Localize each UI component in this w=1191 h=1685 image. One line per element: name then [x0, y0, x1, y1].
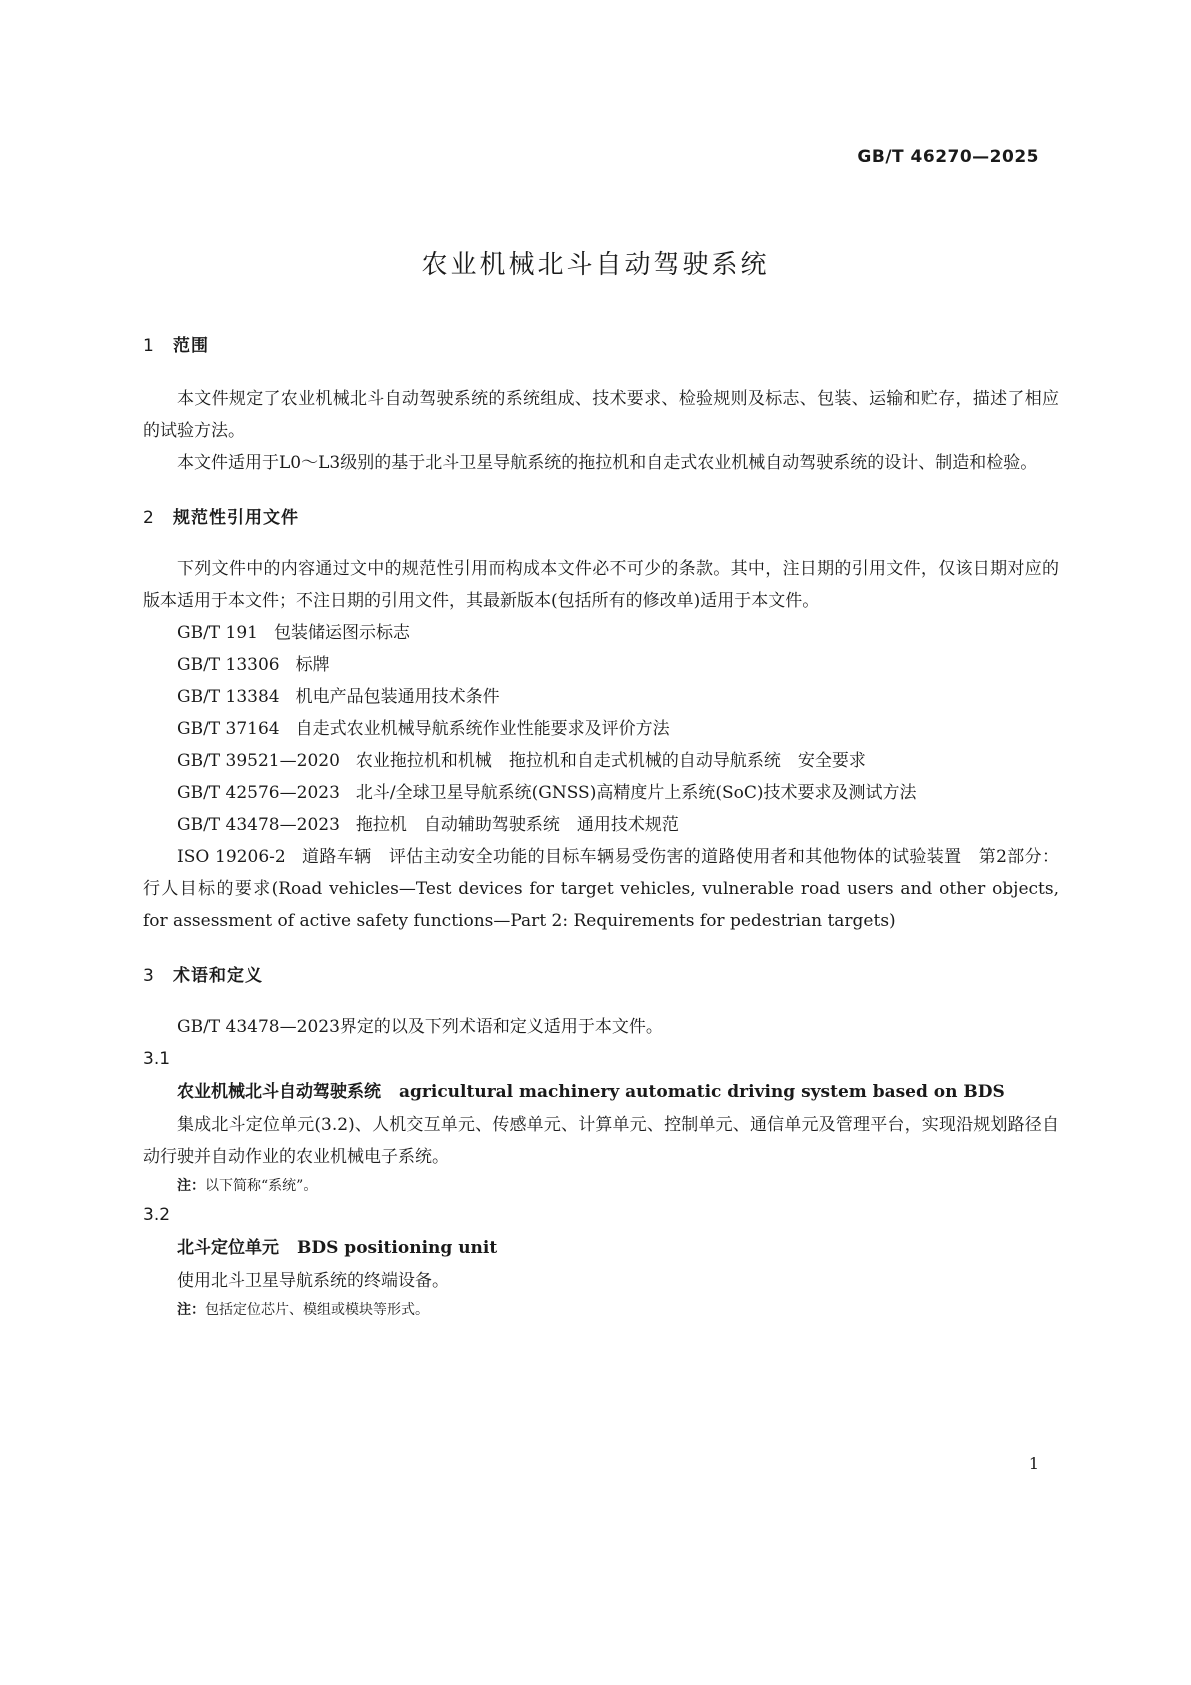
term-number: 3.2 — [143, 1205, 171, 1225]
section-title: 规范性引用文件 — [173, 508, 299, 528]
term-name — [143, 1231, 1059, 1265]
paragraph: GB/T 43478—2023界定的以及下列术语和定义适用于本文件。 — [177, 1017, 663, 1037]
term-note — [143, 1297, 1059, 1323]
reference-title: 包装储运图示标志 — [274, 623, 410, 643]
term-name-en: BDS positioning unit — [297, 1238, 498, 1258]
reference-code: GB/T 39521—2020 — [177, 751, 340, 771]
reference-title: 北斗/全球卫星导航系统(GNSS)高精度片上系统(SoC)技术要求及测试方法 — [355, 783, 917, 803]
reference-item — [143, 681, 1059, 713]
note-text: 以下简称“系统”。 — [205, 1178, 318, 1194]
reference-code: GB/T 42576—2023 — [177, 783, 340, 803]
reference-code: GB/T 43478—2023 — [177, 815, 340, 835]
paragraph: 本文件规定了农业机械北斗自动驾驶系统的系统组成、技术要求、检验规则及标志、包装、运输和贮存，描述了相应的试验方法。 — [143, 389, 1059, 441]
reference-item — [143, 841, 1059, 937]
note-text: 包括定位芯片、模组或模块等形式。 — [205, 1302, 429, 1318]
section-number: 2 — [143, 508, 155, 528]
reference-item — [143, 777, 1059, 809]
reference-title: 农业拖拉机和机械 拖拉机和自走式机械的自动导航系统 安全要求 — [355, 751, 866, 771]
section-heading-scope — [143, 333, 1059, 359]
reference-title: 道路车辆 评估主动安全功能的目标车辆易受伤害的道路使用者和其他物体的试验装置 第2部分：行人目标的要求(Road vehicles—Test devices for target vehicles, vulnerable road users and other objects, for assessment of active safety functions—Part 2: Requirements for pedestrian targets) — [143, 847, 1059, 931]
term-name — [143, 1075, 1059, 1109]
term-name-zh: 农业机械北斗自动驾驶系统 — [177, 1082, 381, 1102]
section-title: 术语和定义 — [173, 966, 263, 986]
reference-item — [143, 617, 1059, 649]
term-name-zh: 北斗定位单元 — [177, 1238, 279, 1258]
section-number: 1 — [143, 336, 155, 356]
standard-code: GB/T 46270—2025 — [857, 147, 1039, 167]
reference-item — [143, 713, 1059, 745]
reference-title: 自走式农业机械导航系统作业性能要求及评价方法 — [295, 719, 670, 739]
reference-title: 拖拉机 自动辅助驾驶系统 通用技术规范 — [355, 815, 679, 835]
reference-code: GB/T 191 — [177, 623, 258, 643]
note-label: 注： — [177, 1302, 205, 1318]
page-number: 1 — [1028, 1454, 1039, 1473]
document-body — [143, 333, 1059, 1323]
paragraph: 本文件适用于L0～L3级别的基于北斗卫星导航系统的拖拉机和自走式农业机械自动驾驶系统的设计、制造和检验。 — [177, 453, 1038, 473]
term-number: 3.1 — [143, 1049, 171, 1069]
paragraph: 下列文件中的内容通过文中的规范性引用而构成本文件必不可少的条款。其中，注日期的引用文件，仅该日期对应的版本适用于本文件；不注日期的引用文件，其最新版本(包括所有的修改单)适用于本文件。 — [143, 559, 1059, 611]
document-title: 农业机械北斗自动驾驶系统 — [421, 250, 770, 280]
section-heading-terms-definitions — [143, 963, 1059, 989]
section-title: 范围 — [173, 336, 209, 356]
section-heading-normative-references — [143, 505, 1059, 531]
reference-title: 机电产品包装通用技术条件 — [295, 687, 500, 707]
reference-item — [143, 649, 1059, 681]
note-label: 注： — [177, 1178, 205, 1194]
reference-code: GB/T 13384 — [177, 687, 280, 707]
section-number: 3 — [143, 966, 155, 986]
term-definition: 集成北斗定位单元(3.2)、人机交互单元、传感单元、计算单元、控制单元、通信单元及管理平台，实现沿规划路径自动行驶并自动作业的农业机械电子系统。 — [143, 1115, 1059, 1167]
reference-item — [143, 745, 1059, 777]
term-definition: 使用北斗卫星导航系统的终端设备。 — [177, 1271, 449, 1291]
term-name-en: agricultural machinery automatic driving system based on BDS — [399, 1082, 1005, 1102]
reference-code: GB/T 13306 — [177, 655, 280, 675]
reference-code: GB/T 37164 — [177, 719, 280, 739]
reference-code: ISO 19206-2 — [177, 847, 286, 867]
reference-title: 标牌 — [295, 655, 330, 675]
term-note — [143, 1173, 1059, 1199]
reference-item — [143, 809, 1059, 841]
